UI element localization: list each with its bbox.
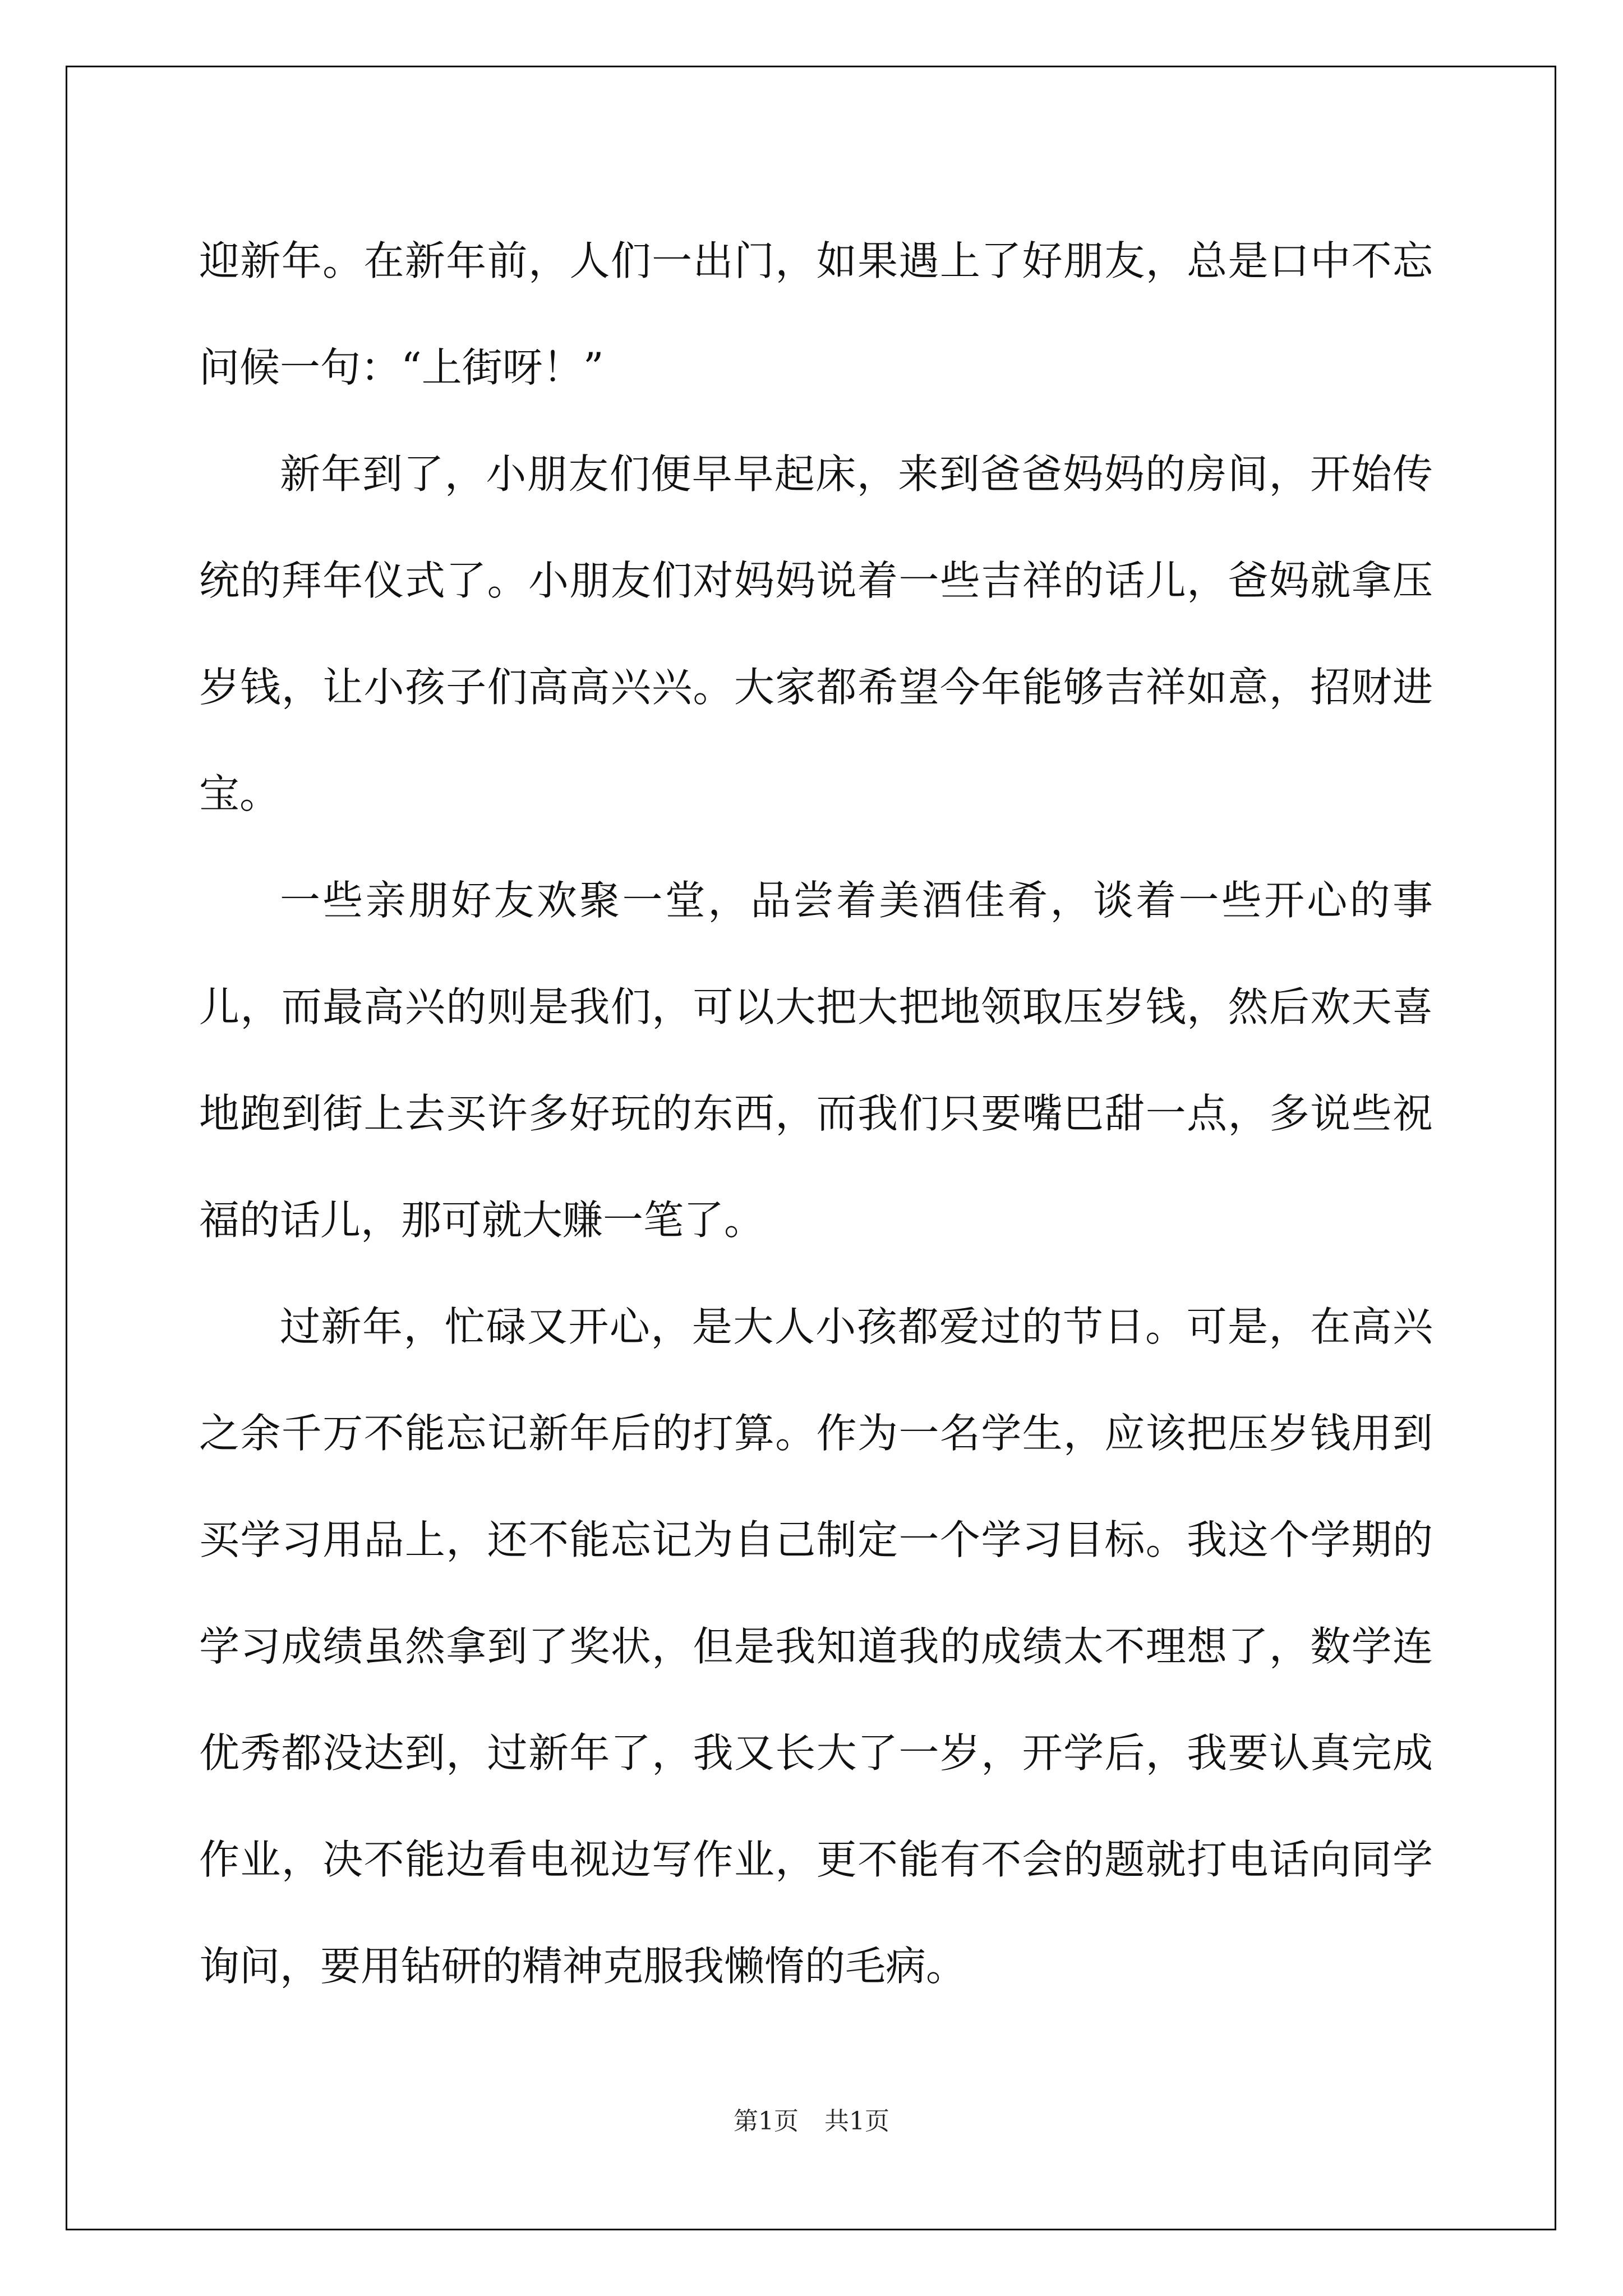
document-body [199, 208, 1433, 2019]
page-total: 共1页 [824, 2107, 889, 2136]
paragraph-1: 迎新年。在新年前，人们一出门，如果遇上了好朋友，总是口中不忘问候一句：“上街呀！” [199, 237, 1433, 391]
paragraph-4: 过新年，忙碌又开心，是大人小孩都爱过的节日。可是，在高兴之余千万不能忘记新年后的打算。作为一名学生，应该把压岁钱用到买学习用品上，还不能忘记为自己制定一个学习目标。我这个学期的学习成绩虽然拿到了奖状，但是我知道我的成绩太不理想了，数学连优秀都没达到，过新年了，我又长大了一岁，开学后，我要认真完成作业，决不能边看电视边写作业，更不能有不会的题就打电话向同学询问，要用钻研的精神克服我懒惰的毛病。 [199, 1303, 1433, 1990]
page-number: 第1页 [734, 2107, 799, 2136]
paragraph-3: 一些亲朋好友欢聚一堂，品尝着美酒佳肴，谈着一些开心的事儿，而最高兴的则是我们，可以大把大把地领取压岁钱，然后欢天喜地跑到街上去买许多好玩的东西，而我们只要嘴巴甜一点，多说些祝福的话儿，那可就大赚一笔了。 [199, 877, 1433, 1244]
page-footer [0, 2101, 1623, 2137]
paragraph-2: 新年到了，小朋友们便早早起床，来到爸爸妈妈的房间，开始传统的拜年仪式了。小朋友们对妈妈说着一些吉祥的话儿，爸妈就拿压岁钱，让小孩子们高高兴兴。大家都希望今年能够吉祥如意，招财进宝。 [199, 450, 1433, 817]
